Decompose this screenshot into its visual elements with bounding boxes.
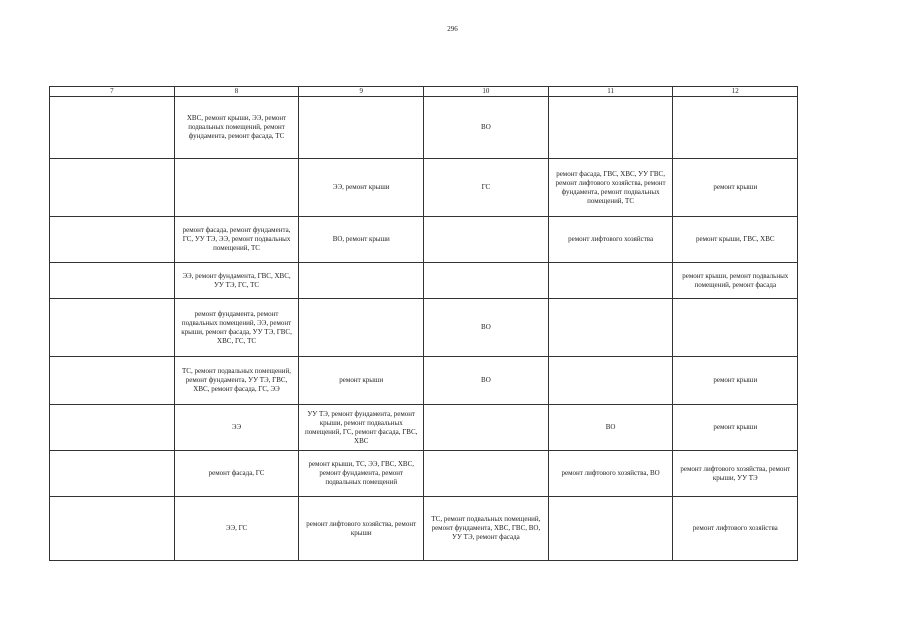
table-cell: УУ ТЭ, ремонт фундамента, ремонт крыши, ремонт подвальных помещений, ГС, ремонт фасада, ГВС, ХВС xyxy=(299,405,424,451)
table-cell xyxy=(424,405,549,451)
table-cell: ХВС, ремонт крыши, ЭЭ, ремонт подвальных помещений, ремонт фундамента, ремонт фасада, ТС xyxy=(174,97,299,159)
table-cell: ремонт фасада, ремонт фундамента, ГС, УУ ТЭ, ЭЭ, ремонт подвальных помещений, ТС xyxy=(174,217,299,263)
table-cell xyxy=(548,263,673,299)
table-row xyxy=(50,97,798,159)
table-cell: ВО xyxy=(424,357,549,405)
table-cell: ЭЭ, ремонт фундамента, ГВС, ХВС, УУ ТЭ, ГС, ТС xyxy=(174,263,299,299)
column-header: 9 xyxy=(299,87,424,97)
column-header: 12 xyxy=(673,87,798,97)
table-cell: ремонт лифтового хозяйства, ремонт крыши, УУ ТЭ xyxy=(673,451,798,497)
table-cell: ВО xyxy=(424,299,549,357)
table-cell: ремонт крыши, ГВС, ХВС xyxy=(673,217,798,263)
table-row xyxy=(50,263,798,299)
table-cell: ЭЭ, ремонт крыши xyxy=(299,159,424,217)
table-cell xyxy=(424,217,549,263)
table-cell xyxy=(50,97,175,159)
table-cell: ремонт фасада, ГС xyxy=(174,451,299,497)
table-cell xyxy=(424,263,549,299)
table-cell: ТС, ремонт подвальных помещений, ремонт фундамента, ХВС, ГВС, ВО, УУ ТЭ, ремонт фасада xyxy=(424,497,549,561)
table-row xyxy=(50,217,798,263)
table-cell: ТС, ремонт подвальных помещений, ремонт фундамента, УУ ТЭ, ГВС, ХВС, ремонт фасада, ГС, ЭЭ xyxy=(174,357,299,405)
table-cell: ВО xyxy=(548,405,673,451)
data-table xyxy=(49,86,798,561)
table-cell: ремонт фасада, ГВС, ХВС, УУ ГВС, ремонт лифтового хозяйства, ремонт фундамента, ремонт подвальных помещений, ТС xyxy=(548,159,673,217)
table-cell: ГС xyxy=(424,159,549,217)
table-cell xyxy=(50,159,175,217)
table-cell: ремонт лифтового хозяйства, ремонт крыши xyxy=(299,497,424,561)
table-cell: ремонт лифтового хозяйства xyxy=(673,497,798,561)
column-header: 7 xyxy=(50,87,175,97)
table-cell: ВО xyxy=(424,97,549,159)
table-cell xyxy=(50,405,175,451)
table-cell: ремонт крыши xyxy=(673,405,798,451)
table-cell xyxy=(50,451,175,497)
column-header: 8 xyxy=(174,87,299,97)
table-cell xyxy=(50,299,175,357)
table-row xyxy=(50,299,798,357)
table-cell: ремонт лифтового хозяйства, ВО xyxy=(548,451,673,497)
table-cell: ремонт крыши xyxy=(673,357,798,405)
table-cell: ремонт лифтового хозяйства xyxy=(548,217,673,263)
table-cell xyxy=(548,497,673,561)
table-cell xyxy=(424,451,549,497)
table-cell xyxy=(548,357,673,405)
table-cell xyxy=(174,159,299,217)
table-cell xyxy=(548,299,673,357)
table-row xyxy=(50,159,798,217)
column-header: 11 xyxy=(548,87,673,97)
table-cell: ЭЭ xyxy=(174,405,299,451)
table-row xyxy=(50,497,798,561)
table-cell xyxy=(299,263,424,299)
table-cell xyxy=(50,217,175,263)
table-cell: ВО, ремонт крыши xyxy=(299,217,424,263)
header-row xyxy=(50,87,798,97)
table-cell: ремонт крыши, ремонт подвальных помещений, ремонт фасада xyxy=(673,263,798,299)
table-cell xyxy=(50,497,175,561)
table-cell xyxy=(50,357,175,405)
table-cell xyxy=(50,263,175,299)
page-number: 296 xyxy=(447,25,458,33)
table-cell xyxy=(299,97,424,159)
table-row xyxy=(50,405,798,451)
table-row xyxy=(50,357,798,405)
table-cell xyxy=(673,97,798,159)
table-cell: ЭЭ, ГС xyxy=(174,497,299,561)
table-cell xyxy=(673,299,798,357)
table-cell: ремонт крыши, ТС, ЭЭ, ГВС, ХВС, ремонт фундамента, ремонт подвальных помещений xyxy=(299,451,424,497)
table-row xyxy=(50,451,798,497)
table-cell: ремонт крыши xyxy=(299,357,424,405)
table-cell xyxy=(299,299,424,357)
column-header: 10 xyxy=(424,87,549,97)
table-cell: ремонт фундамента, ремонт подвальных помещений, ЭЭ, ремонт крыши, ремонт фасада, УУ ТЭ, ГВС, ХВС, ГС, ТС xyxy=(174,299,299,357)
table-cell: ремонт крыши xyxy=(673,159,798,217)
table-cell xyxy=(548,97,673,159)
